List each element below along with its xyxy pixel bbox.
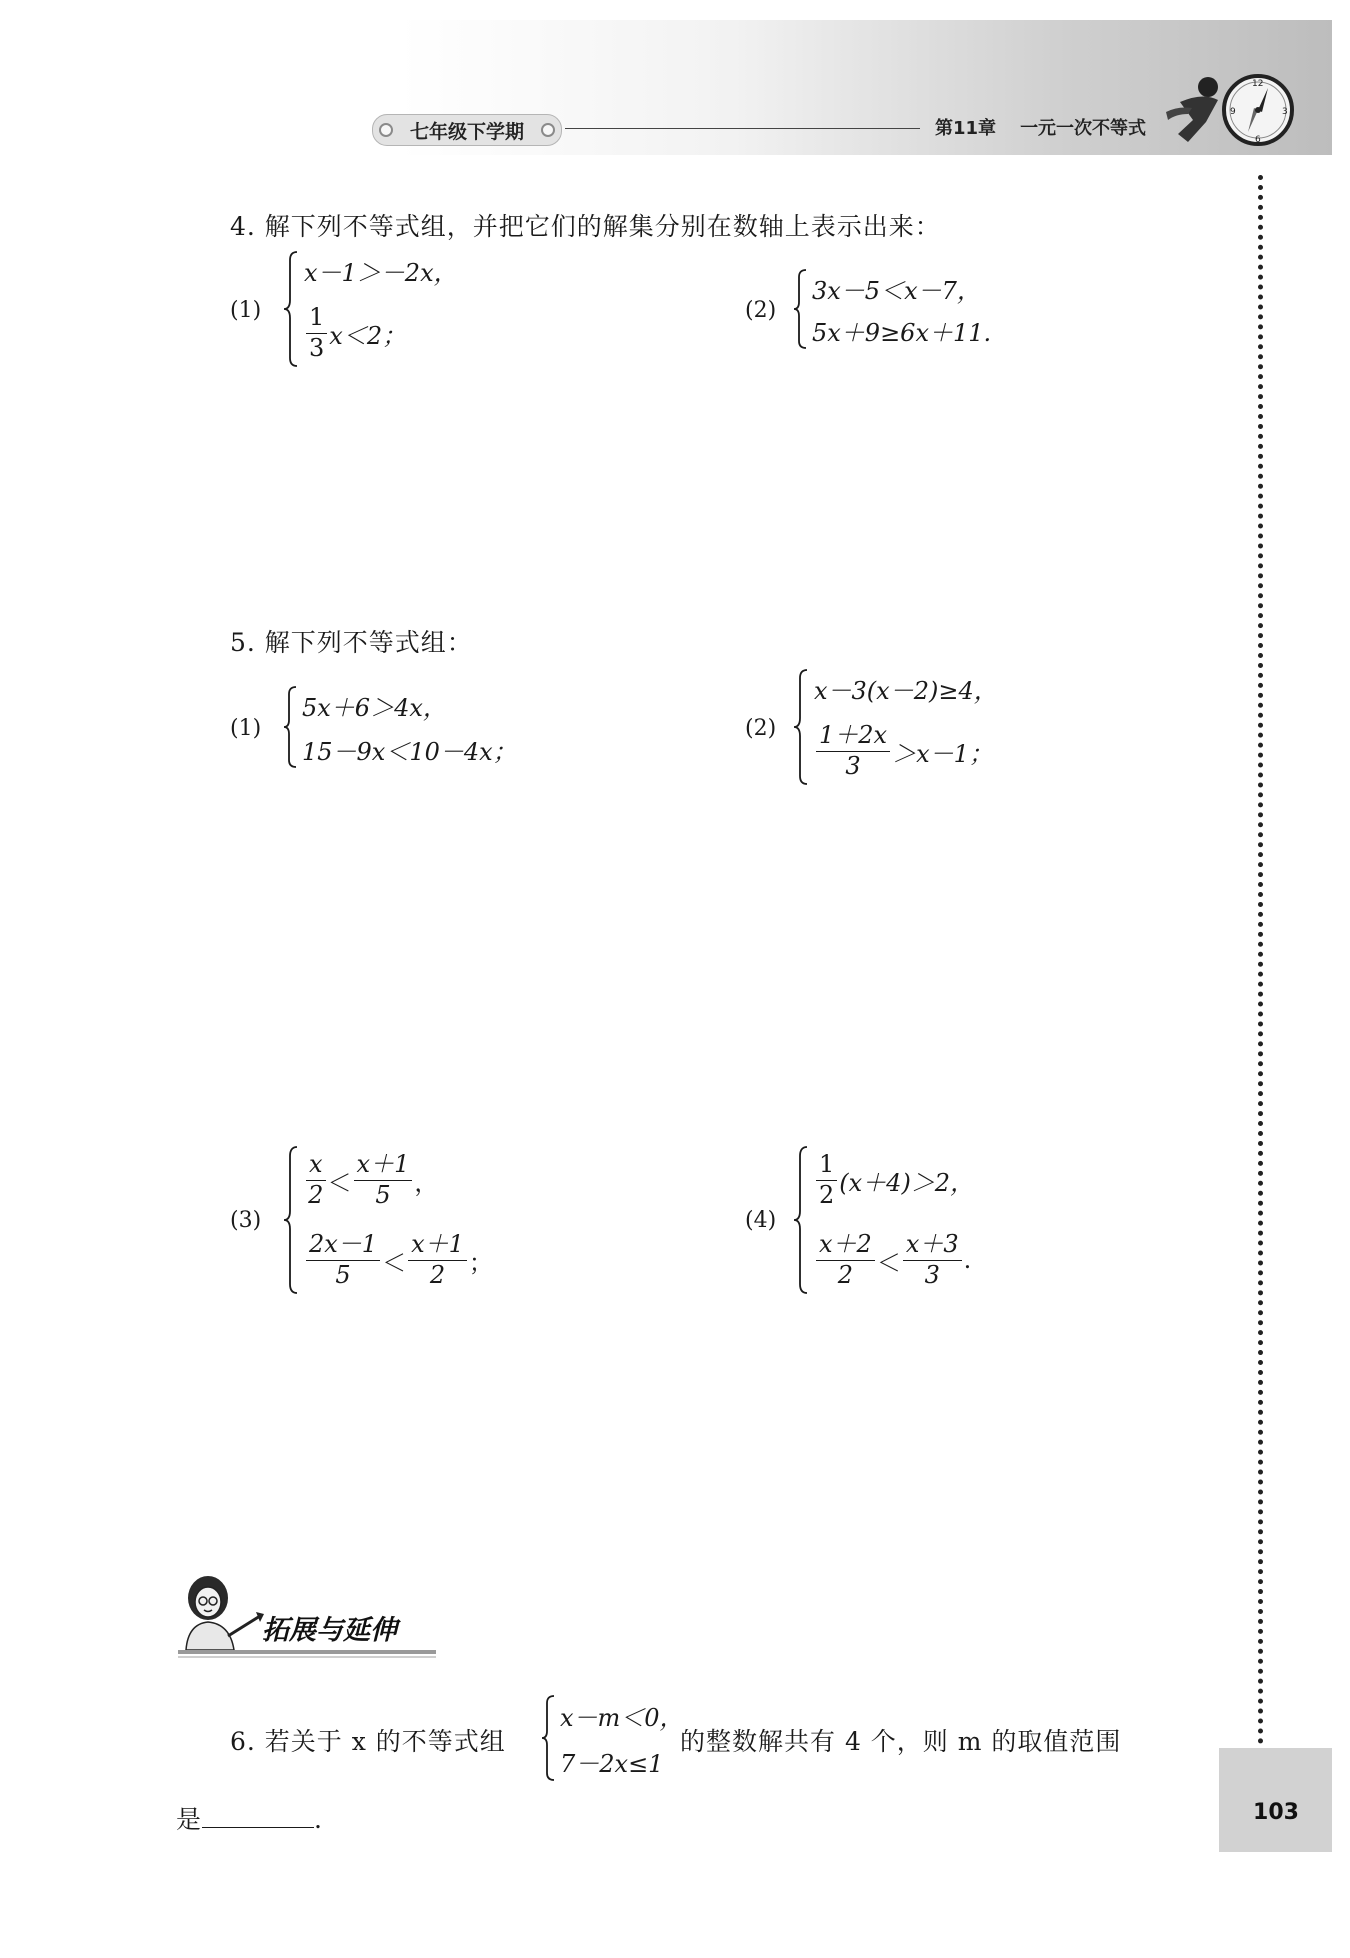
fraction: $\frac{1}{3}$ bbox=[306, 305, 327, 360]
brace bbox=[282, 685, 298, 769]
q6-line2-text: 是 bbox=[176, 1805, 203, 1834]
pill-right-dot bbox=[541, 123, 555, 137]
q6-line1: x－m＜0， bbox=[560, 1703, 684, 1732]
clock-icon bbox=[1224, 76, 1292, 145]
header-rule bbox=[565, 128, 920, 129]
runner-clock-logo bbox=[1158, 62, 1298, 162]
brace bbox=[282, 250, 300, 368]
q4-2-line1: 3x－5＜x－7， bbox=[812, 276, 981, 305]
q4-2-line2: 5x＋9≥6x＋11. bbox=[812, 318, 992, 347]
answer-blank[interactable] bbox=[202, 1803, 314, 1828]
q5-4-label: (4) bbox=[745, 1208, 777, 1233]
section-title: 拓展与延伸 bbox=[262, 1615, 397, 1646]
q5-4-system bbox=[792, 1145, 974, 1295]
svg-text:12: 12 bbox=[1252, 79, 1264, 89]
grade-pill bbox=[372, 114, 562, 146]
chapter-heading bbox=[935, 114, 1146, 140]
svg-text:3: 3 bbox=[1282, 107, 1288, 117]
q6-suffix: 的整数解共有 4 个，则 m 的取值范围 bbox=[680, 1727, 1122, 1756]
q5-2-label: (2) bbox=[745, 716, 777, 741]
q6-prefix: 6. 若关于 x 的不等式组 bbox=[230, 1727, 506, 1756]
fraction: $\frac{1+2x}{3}$ bbox=[816, 723, 890, 778]
chapter-number: 第11章 bbox=[935, 118, 997, 139]
q5-1-line1: 5x＋6＞4x， bbox=[302, 693, 447, 722]
q4-2-system bbox=[792, 268, 991, 350]
brace bbox=[792, 268, 808, 350]
q4-prompt: 4. 解下列不等式组，并把它们的解集分别在数轴上表示出来： bbox=[230, 212, 941, 241]
fraction: $\frac{x+1}{5}$ bbox=[354, 1152, 413, 1207]
q6-answer-line bbox=[176, 1800, 323, 1836]
section-underline-light bbox=[178, 1656, 436, 1658]
section-underline bbox=[178, 1650, 436, 1654]
q6-system bbox=[540, 1694, 684, 1782]
q5-3-line1: $\frac{x}{2}$ ＜ $\frac{x+1}{5}$ ， bbox=[304, 1145, 493, 1215]
pill-left-dot bbox=[379, 123, 393, 137]
q5-1-system bbox=[282, 685, 517, 769]
q5-3-system bbox=[282, 1145, 493, 1295]
fraction: $\frac{2x-1}{5}$ bbox=[306, 1232, 380, 1287]
q5-1-label: (1) bbox=[230, 716, 262, 741]
q6-end: . bbox=[314, 1805, 323, 1834]
q4-1-label: (1) bbox=[230, 298, 262, 323]
q4-1-line2: $\frac{1}{3}$ x＜2； bbox=[304, 298, 458, 368]
q6-line2: 7－2x≤1 bbox=[560, 1749, 664, 1778]
teacher-illustration bbox=[178, 1572, 268, 1652]
q5-2-system bbox=[792, 668, 998, 786]
chapter-title: 一元一次不等式 bbox=[1020, 118, 1147, 139]
fraction: $\frac{x+1}{2}$ bbox=[408, 1232, 467, 1287]
fraction: $\frac{x+2}{2}$ bbox=[816, 1232, 875, 1287]
page-number: 103 bbox=[1253, 1800, 1299, 1825]
brace bbox=[792, 1145, 810, 1295]
dotted-margin-rule bbox=[1258, 175, 1263, 1745]
fraction: $\frac{1}{2}$ bbox=[816, 1152, 837, 1207]
q5-4-line1: $\frac{1}{2}$ (x＋4)＞2， bbox=[814, 1145, 974, 1215]
q5-prompt: 5. 解下列不等式组： bbox=[230, 628, 473, 657]
q4-1-system bbox=[282, 250, 458, 368]
svg-text:6: 6 bbox=[1255, 135, 1261, 145]
brace bbox=[792, 668, 810, 786]
q5-1-line2: 15－9x＜10－4x； bbox=[302, 737, 517, 766]
grade-label: 七年级下学期 bbox=[409, 120, 524, 143]
brace bbox=[282, 1145, 300, 1295]
q5-3-line2: $\frac{2x-1}{5}$ ＜ $\frac{x+1}{2}$ ； bbox=[304, 1225, 493, 1295]
brace bbox=[540, 1694, 556, 1782]
q5-3-label: (3) bbox=[230, 1208, 262, 1233]
runner-icon bbox=[1166, 77, 1218, 142]
svg-text:9: 9 bbox=[1230, 107, 1236, 117]
q5-2-line2: $\frac{1+2x}{3}$ ＞x－1； bbox=[814, 716, 998, 786]
fraction: $\frac{x}{2}$ bbox=[306, 1152, 326, 1207]
q4-1-line1: x－1＞－2x， bbox=[304, 258, 458, 287]
q4-2-label: (2) bbox=[745, 298, 777, 323]
q5-4-line2: $\frac{x+2}{2}$ ＜ $\frac{x+3}{3}$ . bbox=[814, 1225, 974, 1295]
fraction: $\frac{x+3}{3}$ bbox=[903, 1232, 962, 1287]
q5-2-line1: x－3(x－2)≥4， bbox=[814, 676, 998, 705]
